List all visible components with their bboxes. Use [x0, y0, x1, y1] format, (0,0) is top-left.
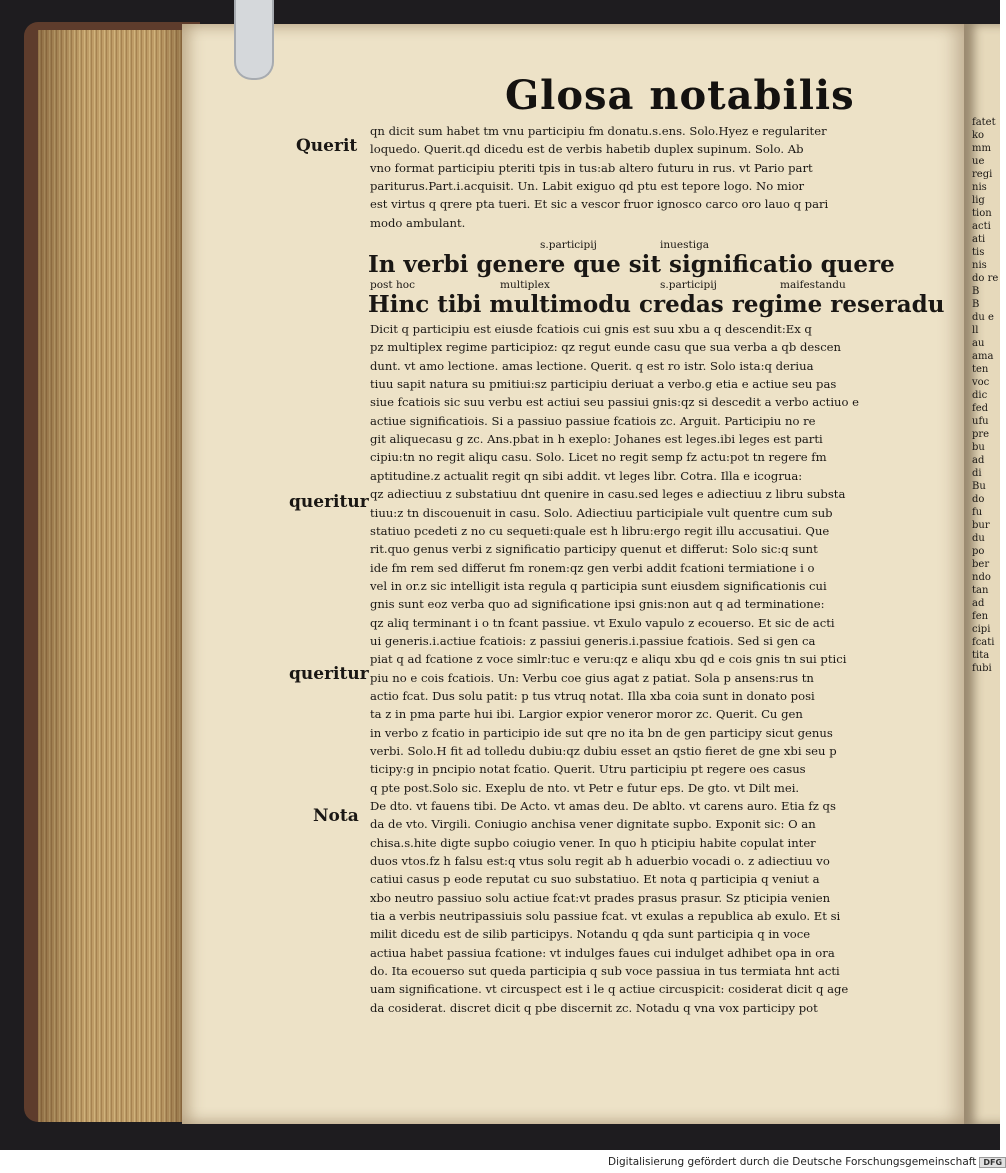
text-line: dunt. vt amo lectione. amas lectione. Querit. q est ro istr. Solo ista:q deriua — [370, 358, 814, 373]
text-line: fubi — [972, 663, 992, 674]
text-line: ama — [972, 351, 994, 362]
text-line: gnis sunt eoz verba quo ad significatione ipsi gnis:non aut q ad terminatione: — [370, 597, 825, 612]
text-line: fatet — [972, 117, 996, 128]
text-line: mm — [972, 143, 991, 154]
text-line: po — [972, 546, 985, 557]
text-line: rit.quo genus verbi z significatio participy quenut et differut: Solo sic:q sunt — [370, 542, 818, 557]
text-line: nis — [972, 182, 987, 193]
text-line: qn dicit sum habet tm vnu participiu fm donatu.s.ens. Solo.Hyez e regulariter — [370, 124, 827, 138]
text-line: tiuu sapit natura su pmitiui:sz participiu deriuat a verbo.g etia e actiue seu pas — [370, 377, 837, 392]
verse-line-1: In verbi genere que sit significatio quere — [368, 251, 895, 279]
text-line: ten — [972, 364, 989, 375]
verse-line-2: Hinc tibi multimodu credas regime reseradu — [368, 291, 945, 319]
text-line: De dto. vt fauens tibi. De Acto. vt amas deu. De ablto. vt carens auro. Etia fz qs — [370, 799, 836, 813]
text-line: au — [972, 338, 985, 349]
text-line: cipi — [972, 624, 991, 635]
page-title: Glosa notabilis — [505, 72, 855, 119]
text-line: regi — [972, 169, 993, 180]
text-line: actiua habet passiua fcatione: vt indulges faues cui indulget adhibet opa in ora — [370, 945, 835, 960]
text-line: actiue significatiois. Si a passiuo passiue fcatiois zc. Arguit. Participiu no re — [370, 413, 816, 428]
text-line: tita — [972, 650, 990, 661]
interlinear-gloss-1 — [370, 238, 910, 252]
text-line: duos vtos.fz h falsu est:q vtus solu regit ab h aduerbio vocadi o. z adiectiuu vo — [370, 854, 830, 869]
dfg-logo: DFG — [979, 1157, 1006, 1168]
text-line: ta z in pma parte hui ibi. Largior expior veneror moror zc. Querit. Cu gen — [370, 707, 803, 722]
gloss-word: s.participij — [540, 239, 597, 252]
text-line: Dicit q participiu est eiusde fcatiois cui gnis est suu xbu a q descendit:Ex q — [370, 322, 812, 337]
footer-credit — [608, 1156, 1006, 1168]
text-line: B — [972, 299, 980, 310]
text-line: ati — [972, 234, 986, 245]
text-line: piat q ad fcatione z voce simlr:tuc e veru:qz e aliqu xbu qd e cois gnis tn sui ptici — [370, 652, 847, 667]
margin-note-4: Nota — [313, 806, 359, 826]
text-line: ber — [972, 559, 990, 570]
text-line: modo ambulant. — [370, 215, 466, 230]
commentary-paragraph — [370, 320, 910, 1017]
text-block — [368, 122, 945, 1017]
text-line: q pte post.Solo sic. Exeplu de nto. vt Petr e futur eps. De gto. vt Dilt mei. — [370, 780, 800, 795]
text-line: milit dicedu est de silib participys. Notandu q qda sunt participia q in voce — [370, 927, 811, 942]
text-line: fcati — [972, 637, 995, 648]
text-line: B — [972, 286, 980, 297]
text-line: pz multiplex regime participioz: qz regut eunde casu que sua verba a qb descen — [370, 340, 842, 355]
text-line: du e — [972, 312, 994, 323]
gloss-word: multiplex — [500, 279, 550, 292]
text-line: di — [972, 468, 982, 479]
text-line: bu — [972, 442, 985, 453]
text-line: voc — [972, 377, 990, 388]
text-line: uam significatione. vt circuspect est i le q actiue circuspicit: cosiderat dicit q age — [370, 982, 849, 997]
page-clip — [234, 0, 274, 80]
text-line: git aliquecasu g zc. Ans.pbat in h exeplo: Johanes est leges.ibi leges est parti — [370, 432, 823, 447]
text-line: da de vto. Virgili. Coniugio anchisa vener dignitate supbo. Exponit sic: O an — [370, 817, 816, 832]
text-line: siue fcatiois sic suu verbu est actiui seu passiui gnis:qz si descedit a verbo actiuo e — [370, 395, 860, 410]
text-line: acti — [972, 221, 991, 232]
text-line: fed — [972, 403, 989, 414]
text-line: chisa.s.hite digte supbo coiugio vener. In quo h pticipiu habite copulat inter — [370, 835, 816, 850]
text-line: qz aliq terminant i o tn fcant passiue. vt Exulo vapulo z ecouerso. Et sic de acti — [370, 615, 835, 630]
gloss-word: s.participij — [660, 279, 717, 292]
text-line: do — [972, 494, 985, 505]
text-line: pariturus.Part.i.acquisit. Un. Labit exiguo qd ptu est tepore logo. No mior — [370, 179, 805, 194]
text-line: actio fcat. Dus solu patit: p tus vtruq notat. Illa xba coia sunt in donato posi — [370, 688, 815, 703]
text-line: xbo neutro passiuo solu actiue fcat:vt prades prasus prasur. Sz pticipia venien — [370, 890, 831, 905]
gloss-word: inuestiga — [660, 239, 710, 252]
text-line: ad — [972, 455, 985, 466]
text-line: vno format participiu pteriti tpis in tus:ab altero futuru in rus. vt Pario part — [370, 160, 813, 175]
text-line: in verbo z fcatio in participio ide sut qre no ita bn de gen participy sicut genus — [370, 725, 833, 740]
gloss-word: post hoc — [370, 279, 415, 292]
text-line: nis — [972, 260, 987, 271]
page-edges-shade — [38, 30, 186, 1122]
text-line: da cosiderat. discret dicit q pbe discernit zc. Notadu q vna vox participy pot — [370, 1000, 818, 1015]
text-line: aptitudine.z actualit regit qn sibi addit. vt leges libr. Cotra. Illa e icogrua: — [370, 468, 803, 483]
text-line: dic — [972, 390, 988, 401]
text-line: ue — [972, 156, 985, 167]
gloss-word: maifestandu — [780, 279, 846, 292]
text-line: ll — [972, 325, 979, 336]
text-line: qz adiectiuu z substatiuu dnt quenire in casu.sed leges e adiectiuu z libru substa — [370, 487, 846, 502]
text-line: est virtus q qrere pta tueri. Et sic a vescor fruor ignosco carco oro lauo q pari — [370, 197, 829, 212]
text-line: du — [972, 533, 985, 544]
text-line: lig — [972, 195, 985, 206]
right-page-text — [972, 116, 1002, 675]
margin-note-2: queritur — [289, 492, 369, 512]
text-line: ticipy:g in pncipio notat fcatio. Querit. Utru participiu pt regere oes casus — [370, 762, 806, 777]
footer-text: Digitalisierung gefördert durch die Deutsche Forschungsgemeinschaft — [608, 1156, 977, 1168]
text-line: tan — [972, 585, 989, 596]
text-line: cipiu:tn no regit aliqu casu. Solo. Licet no regit semp fz actu:pot tn regere fm — [370, 450, 827, 465]
text-line: verbi. Solo.H fit ad tolledu dubiu:qz dubiu esset an qstio fieret de gne xbi seu p — [370, 743, 837, 758]
text-line: fen — [972, 611, 989, 622]
text-line: ko — [972, 130, 985, 141]
text-line: ad — [972, 598, 985, 609]
text-line: ufu — [972, 416, 989, 427]
text-line: loquedo. Querit.qd dicedu est de verbis habetib duplex supinum. Solo. Ab — [370, 142, 804, 157]
text-line: vel in or.z sic intelligit ista regula q participia sunt eiusdem significationis cui — [370, 578, 827, 593]
text-line: tia a verbis neutripassiuis solu passiue fcat. vt exulas a republica ab exulo. Et si — [370, 909, 841, 924]
text-line: do re — [972, 273, 999, 284]
text-line: fu — [972, 507, 983, 518]
text-line: Bu — [972, 481, 986, 492]
text-line: do. Ita ecouerso sut queda participia q sub voce passiua in tus termiata hnt acti — [370, 964, 840, 979]
text-line: ndo — [972, 572, 991, 583]
text-line: piu no e cois fcatiois. Un: Verbu coe gius agat z patiat. Sola p ansens:rus tn — [370, 670, 814, 685]
text-line: pre — [972, 429, 990, 440]
text-line: tis — [972, 247, 985, 258]
text-line: tion — [972, 208, 992, 219]
text-line: ide fm rem sed differut fm ronem:qz gen verbi addit fcationi termiatione i o — [370, 560, 815, 575]
intro-paragraph — [370, 122, 910, 232]
text-line: tiuu:z tn discouenuit in casu. Solo. Adiectiuu participiale vult quentre cum sub — [370, 505, 833, 520]
text-line: statiuo pcedeti z no cu sequeti:quale est h libru:ergo regit illu accusatiui. Que — [370, 523, 830, 538]
interlinear-gloss-2 — [370, 278, 910, 292]
margin-note-3: queritur — [289, 664, 369, 684]
text-line: ui generis.i.actiue fcatiois: z passiui generis.i.passiue fcatiois. Sed si gen ca — [370, 633, 816, 648]
margin-note-1: Querit — [296, 136, 358, 156]
text-line: catiui casus p eode reputat cu suo substatiuo. Et nota q participia q veniut a — [370, 872, 820, 887]
text-line: bur — [972, 520, 990, 531]
